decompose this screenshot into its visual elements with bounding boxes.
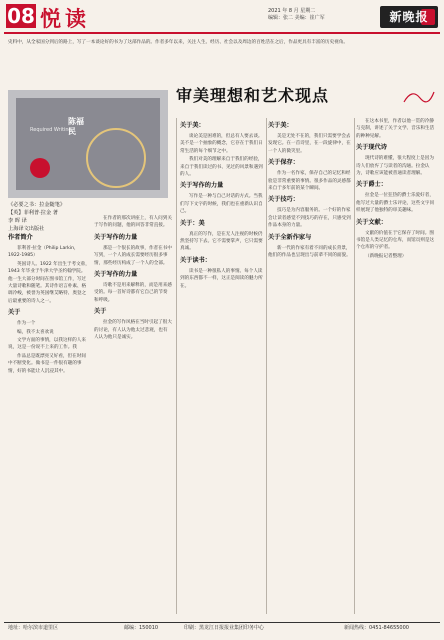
section-title: 悦读 [40, 6, 90, 31]
section-heading: 作者简介 [8, 234, 33, 241]
footer-hotline: 新闻热线：0451-84655000 [344, 625, 409, 631]
paragraph: （新晚报记者整理） [365, 253, 407, 259]
section-heading: 关于文献： [356, 218, 387, 226]
column-divider [176, 118, 177, 614]
paragraph: 那是一个很长的故事，作者在书中写到，一个人的成长需要经历很多事情，那些经历构成了一个人的全部。 [94, 245, 172, 266]
book-subtitle: Required Writing [30, 127, 72, 133]
article-column-2 [94, 215, 172, 614]
paragraph: 真正的写作，是在无人注视的时候仍然坚持写下去。它不需要掌声，它只需要真诚。 [180, 231, 263, 252]
publisher-logo-icon [30, 158, 50, 178]
book-cover-image [8, 90, 168, 198]
paragraph: 菲利普·拉金（Philip Larkin，1922-1985） [8, 246, 79, 259]
section-heading: 关于保存： [268, 159, 299, 167]
section-heading: 关于技巧： [268, 196, 299, 204]
section-heading: 关于 [94, 308, 107, 316]
footer-postcode: 邮编：150010 [124, 625, 159, 631]
paragraph: 我们对美的理解来自于我们的经验，来自于我们读过的书、见过的风景和遇到的人。 [180, 157, 263, 178]
section-heading: 关于全新作家与 [268, 233, 312, 241]
page-number: 08 [7, 4, 35, 28]
headline-decoration-icon [400, 86, 436, 108]
section-heading: 关于写作的力量 [94, 233, 138, 241]
article-column-3 [180, 118, 264, 614]
paragraph: 文献的价值在于它保存了时间。图书馆是人类记忆的仓库，而馆员则是这个仓库的守护者。 [356, 230, 435, 251]
footer-address: 地址：哈尔滨市道里区 [8, 625, 59, 631]
section-heading: 关于写作的力量 [180, 182, 224, 190]
paragraph: 诗歌不是用来解释的，而是用来感受的。每一首好诗都有它自己的节奏和呼吸。 [94, 283, 172, 303]
paragraph: 拉金是一位狂热的爵士乐爱好者，他写过大量的爵士乐评论，这些文字同样展现了他独特的审美趣味。 [356, 193, 435, 214]
section-heading: 关于现代诗 [356, 144, 387, 152]
editor-text: 编辑：张二 美编：崔广军 [268, 15, 325, 21]
logo-text: 新晚报 [389, 10, 429, 24]
date-text: 2021 年 8 月 星期二 [268, 8, 316, 14]
paragraph: 在这本书里，作者以他一贯的冷静与克制，讲述了关于文学、音乐和生活的种种见解。 [356, 119, 435, 139]
section-heading: 关于 [8, 309, 21, 317]
article-column-1 [8, 230, 90, 614]
paragraph: 作为一个 [17, 321, 36, 327]
paragraph: 作为一名作家，保存自己的记忆和经验是非常重要的事情。很多作品的灵感都来自于多年前的某个瞬间。 [268, 171, 351, 192]
paragraph: 编，我不太喜欢说 [17, 329, 54, 335]
section-heading: 关于美： [180, 122, 205, 129]
section-heading: 关于：美 [180, 219, 205, 227]
caption-title: 《必要之书：拉金随笔》 [8, 202, 66, 208]
footer [4, 622, 440, 634]
paragraph: 现代诗的难懂，很大程度上是因为诗人们放弃了与读者的沟通。拉金认为，诗歌应该能被普通读者理解。 [356, 156, 434, 177]
headline-text: 审美理想和艺术现点 [176, 86, 330, 105]
date-line [268, 8, 325, 22]
book-title-vertical: 陈福民 [68, 116, 84, 136]
column-divider [354, 118, 355, 614]
paragraph: 技巧是为内容服务的。一个好的作家会让读者感觉不到技巧的存在，只感受到作品本身的力量。 [268, 208, 351, 229]
section-heading: 关于写作的力量 [94, 271, 138, 279]
caption-translator: 李 晖 译 [8, 218, 27, 224]
intro-paragraph: 史料中，从全家国分到后的路上，写了一本谈论好的书为了这部作品的。作者多年以来，关注人生、经历、社会以及周边的百姓活在之后，作品更具有丰富的历史视角。 [8, 40, 348, 45]
section-heading: 关于读书： [180, 256, 211, 264]
paragraph: 作品总是既漂亮又好看，但在时间中不断变化。做书是一件很有趣的事情，好的书能让人沉浸其中。 [8, 353, 86, 374]
paragraph: 英国诗人。1922 年出生于考文垂，1943 年毕业于牛津大学圣约翰学院。他一生大部分时间在图书馆工作，写过大量诗歌和随笔。其诗作语言朴素、格调冷峻，被誉为英国继艾略特、奥登之后最重要的诗人之一。 [8, 261, 90, 304]
headline [176, 80, 436, 112]
caption-author: 【英】菲利普·拉金 著 [8, 210, 58, 216]
book-circle-decoration [86, 128, 146, 188]
paragraph: 在作者的那次讲座上，有人问到关于写作的问题，他的回答非常直接。 [94, 216, 172, 229]
article-column-5 [356, 118, 438, 614]
paragraph: 拉金的写作风格在当时引起了很大的讨论，有人认为他太过悲观，也有人认为他只是诚实。 [94, 320, 172, 341]
paragraph: 美是无处不在的，我们只需要学会去发现它。在一首诗里，在一段旋律中，在一个人的微笑里。 [268, 134, 351, 154]
paragraph: 新一代的作家有着不同的成长背景，他们的作品也呈现出与前辈不同的面貌。 [268, 245, 351, 259]
book-cover-inner [16, 98, 160, 190]
paragraph: 文学方面的事情，以我这样的人来说，这是一份说不上来的工作。我 [8, 338, 86, 351]
paragraph: 谈论美是困难的，但总有人要去谈。美不是一个抽象的概念，它存在于我们日常生活的每个细节之中。 [180, 134, 263, 154]
paragraph: 写作是一种与自己对话的方式。当我们写下文字的时候，我们也在重新认识自己。 [180, 194, 263, 215]
article-column-4 [268, 118, 352, 614]
section-heading: 关于美： [268, 122, 293, 129]
caption-publisher: 上海译文出版社 [8, 226, 45, 232]
paragraph: 读书是一种很私人的事情。每个人读到的东西都不一样，这正是阅读的魅力所在。 [180, 268, 263, 289]
footer-printer: 印刷：黑龙江日报报业集团印务中心 [184, 625, 265, 631]
header-rule [4, 32, 440, 34]
section-heading: 关于爵士： [356, 181, 387, 189]
newspaper-logo [380, 6, 438, 28]
column-divider [266, 118, 267, 614]
masthead [0, 0, 444, 34]
